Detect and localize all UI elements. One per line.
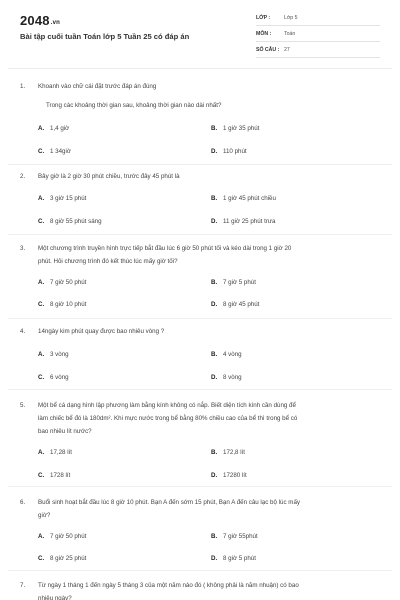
option-a[interactable]	[38, 449, 72, 456]
option-a[interactable]	[38, 125, 69, 132]
option-text: 7 giờ 50 phút	[50, 533, 87, 540]
option-text: 1,4 giờ	[50, 125, 70, 132]
option-letter: C.	[38, 472, 45, 479]
option-c[interactable]	[38, 472, 70, 479]
option-text: 1728 lít	[50, 472, 71, 479]
question-text-line: bao nhiêu lít nước?	[38, 428, 92, 435]
question-text-line: Một chương trình truyền hình trực tiếp bắt đầu lúc 6 giờ 50 phút tối và kéo dài trong 1 giờ 20	[38, 245, 292, 252]
question-text-line: giờ?	[38, 512, 51, 519]
logo-main: 2048	[20, 13, 50, 28]
option-letter: A.	[38, 533, 45, 540]
option-c[interactable]	[38, 374, 69, 381]
option-text: 7 giờ 55phút	[223, 533, 258, 540]
question-text	[38, 496, 380, 522]
option-letter: A.	[38, 195, 45, 202]
option-b[interactable]	[211, 351, 242, 358]
option-letter: D.	[211, 472, 218, 479]
question-text-line: phút. Hỏi chương trình đó kết thúc lúc mấy giờ tối?	[38, 258, 178, 265]
option-text: 8 giờ 10 phút	[50, 301, 87, 308]
option-text: 172,8 lít	[223, 449, 246, 456]
page-title: Bài tập cuối tuần Toán lớp 5 Tuần 25 có đáp án	[20, 32, 190, 41]
question-number: 5.	[20, 402, 26, 409]
option-text: 17,28 lít	[50, 449, 73, 456]
option-letter: D.	[211, 218, 218, 225]
option-c[interactable]	[38, 301, 86, 308]
question-text: Bây giờ là 2 giờ 30 phút chiều, trước đây 45 phút là	[38, 173, 180, 180]
option-text: 6 vòng	[50, 374, 69, 381]
question-divider	[8, 318, 392, 319]
option-letter: A.	[38, 125, 45, 132]
meta-row-class	[256, 13, 380, 26]
option-text: 1 giờ 45 phút chiều	[223, 195, 276, 202]
option-b[interactable]	[211, 279, 256, 286]
option-letter: D.	[211, 374, 218, 381]
option-letter: D.	[211, 555, 218, 562]
question-divider	[8, 570, 392, 571]
header-divider	[8, 68, 392, 69]
question-number: 7.	[20, 582, 26, 589]
option-text: 8 giờ 55 phút sáng	[50, 218, 102, 225]
option-d[interactable]	[211, 301, 259, 308]
option-c[interactable]	[38, 555, 86, 562]
option-b[interactable]	[211, 449, 245, 456]
option-text: 17280 lít	[223, 472, 247, 479]
option-a[interactable]	[38, 195, 86, 202]
option-text: 8 giờ 5 phút	[223, 555, 256, 562]
meta-value: Toán	[284, 31, 296, 37]
question-text	[38, 242, 380, 268]
question-text: Khoanh vào chữ cái đặt trước đáp án đúng	[38, 83, 157, 90]
logo-tld: .vn	[50, 20, 61, 26]
option-text: 4 vòng	[223, 351, 242, 358]
option-letter: B.	[211, 125, 218, 132]
option-d[interactable]	[211, 218, 275, 225]
question-divider	[8, 164, 392, 165]
option-text: 1 giờ 35 phút	[223, 125, 260, 132]
option-letter: B.	[211, 533, 218, 540]
question-text	[38, 399, 380, 438]
option-letter: C.	[38, 148, 45, 155]
option-letter: D.	[211, 301, 218, 308]
worksheet-header	[0, 0, 400, 72]
option-b[interactable]	[211, 125, 259, 132]
option-c[interactable]	[38, 148, 71, 155]
option-text: 3 vòng	[50, 351, 69, 358]
question-text-line: Từ ngày 1 tháng 1 đến ngày 5 tháng 3 của một năm nào đó ( không phải là năm nhuận) có bao	[38, 582, 299, 589]
option-letter: C.	[38, 218, 45, 225]
option-d[interactable]	[211, 374, 242, 381]
question-number: 3.	[20, 245, 26, 252]
option-text: 8 giờ 25 phút	[50, 555, 87, 562]
question-number: 2.	[20, 173, 26, 180]
option-letter: B.	[211, 449, 218, 456]
option-d[interactable]	[211, 555, 256, 562]
option-b[interactable]	[211, 195, 276, 202]
option-c[interactable]	[38, 218, 102, 225]
option-letter: C.	[38, 555, 45, 562]
option-d[interactable]	[211, 472, 247, 479]
question-text-line: Buổi sinh hoạt bắt đầu lúc 8 giờ 10 phút. Bạn A đến sớm 15 phút, Bạn A đến câu lạc bộ lúc mấy	[38, 499, 300, 506]
option-text: 8 vòng	[223, 374, 242, 381]
option-a[interactable]	[38, 351, 69, 358]
meta-row-subject	[256, 29, 380, 42]
option-letter: B.	[211, 279, 218, 286]
question-text	[38, 579, 380, 600]
option-letter: D.	[211, 148, 218, 155]
worksheet-meta	[256, 13, 380, 61]
option-text: 7 giờ 50 phút	[50, 279, 87, 286]
option-text: 11 giờ 25 phút trưa	[223, 218, 276, 225]
option-b[interactable]	[211, 533, 258, 540]
option-letter: B.	[211, 351, 218, 358]
meta-value: Lớp 5	[284, 15, 298, 21]
question-text-line: nhiêu ngày?	[38, 595, 72, 600]
question-text: 14ngày kim phút quay được bao nhiêu vòng ?	[38, 328, 165, 335]
question-subtext: Trong các khoảng thời gian sau, khoảng thời gian nào dài nhất?	[46, 102, 222, 109]
question-number: 1.	[20, 83, 26, 90]
question-number: 4.	[20, 328, 26, 335]
option-text: 8 giờ 45 phút	[223, 301, 260, 308]
option-letter: A.	[38, 279, 45, 286]
meta-label: MÔN :	[256, 31, 272, 37]
option-letter: C.	[38, 374, 45, 381]
meta-value: 27	[284, 47, 290, 53]
option-letter: C.	[38, 301, 45, 308]
site-logo[interactable]	[20, 13, 60, 28]
option-letter: B.	[211, 195, 218, 202]
question-text-line: làm chiếc bể đó là 180dm². Khi mực nước trong bể bằng 80% chiều cao của bể thì trong bể có	[38, 415, 298, 422]
option-text: 1 34giờ	[50, 148, 71, 155]
option-a[interactable]	[38, 533, 86, 540]
question-divider	[8, 389, 392, 390]
option-text: 7 giờ 5 phút	[223, 279, 256, 286]
option-d[interactable]	[211, 148, 247, 155]
meta-label: LỚP :	[256, 15, 271, 21]
question-divider	[8, 234, 392, 235]
option-a[interactable]	[38, 279, 86, 286]
option-text: 3 giờ 15 phút	[50, 195, 87, 202]
meta-label: SỐ CÂU :	[256, 47, 280, 53]
option-letter: A.	[38, 351, 45, 358]
meta-row-count	[256, 45, 380, 58]
question-number: 6.	[20, 499, 26, 506]
option-letter: A.	[38, 449, 45, 456]
question-text-line: Một bể cá dạng hình lập phương làm bằng kính không có nắp. Biết diện tích kính cần dùng để	[38, 402, 296, 409]
option-text: 110 phút	[223, 148, 247, 155]
question-divider	[8, 486, 392, 487]
